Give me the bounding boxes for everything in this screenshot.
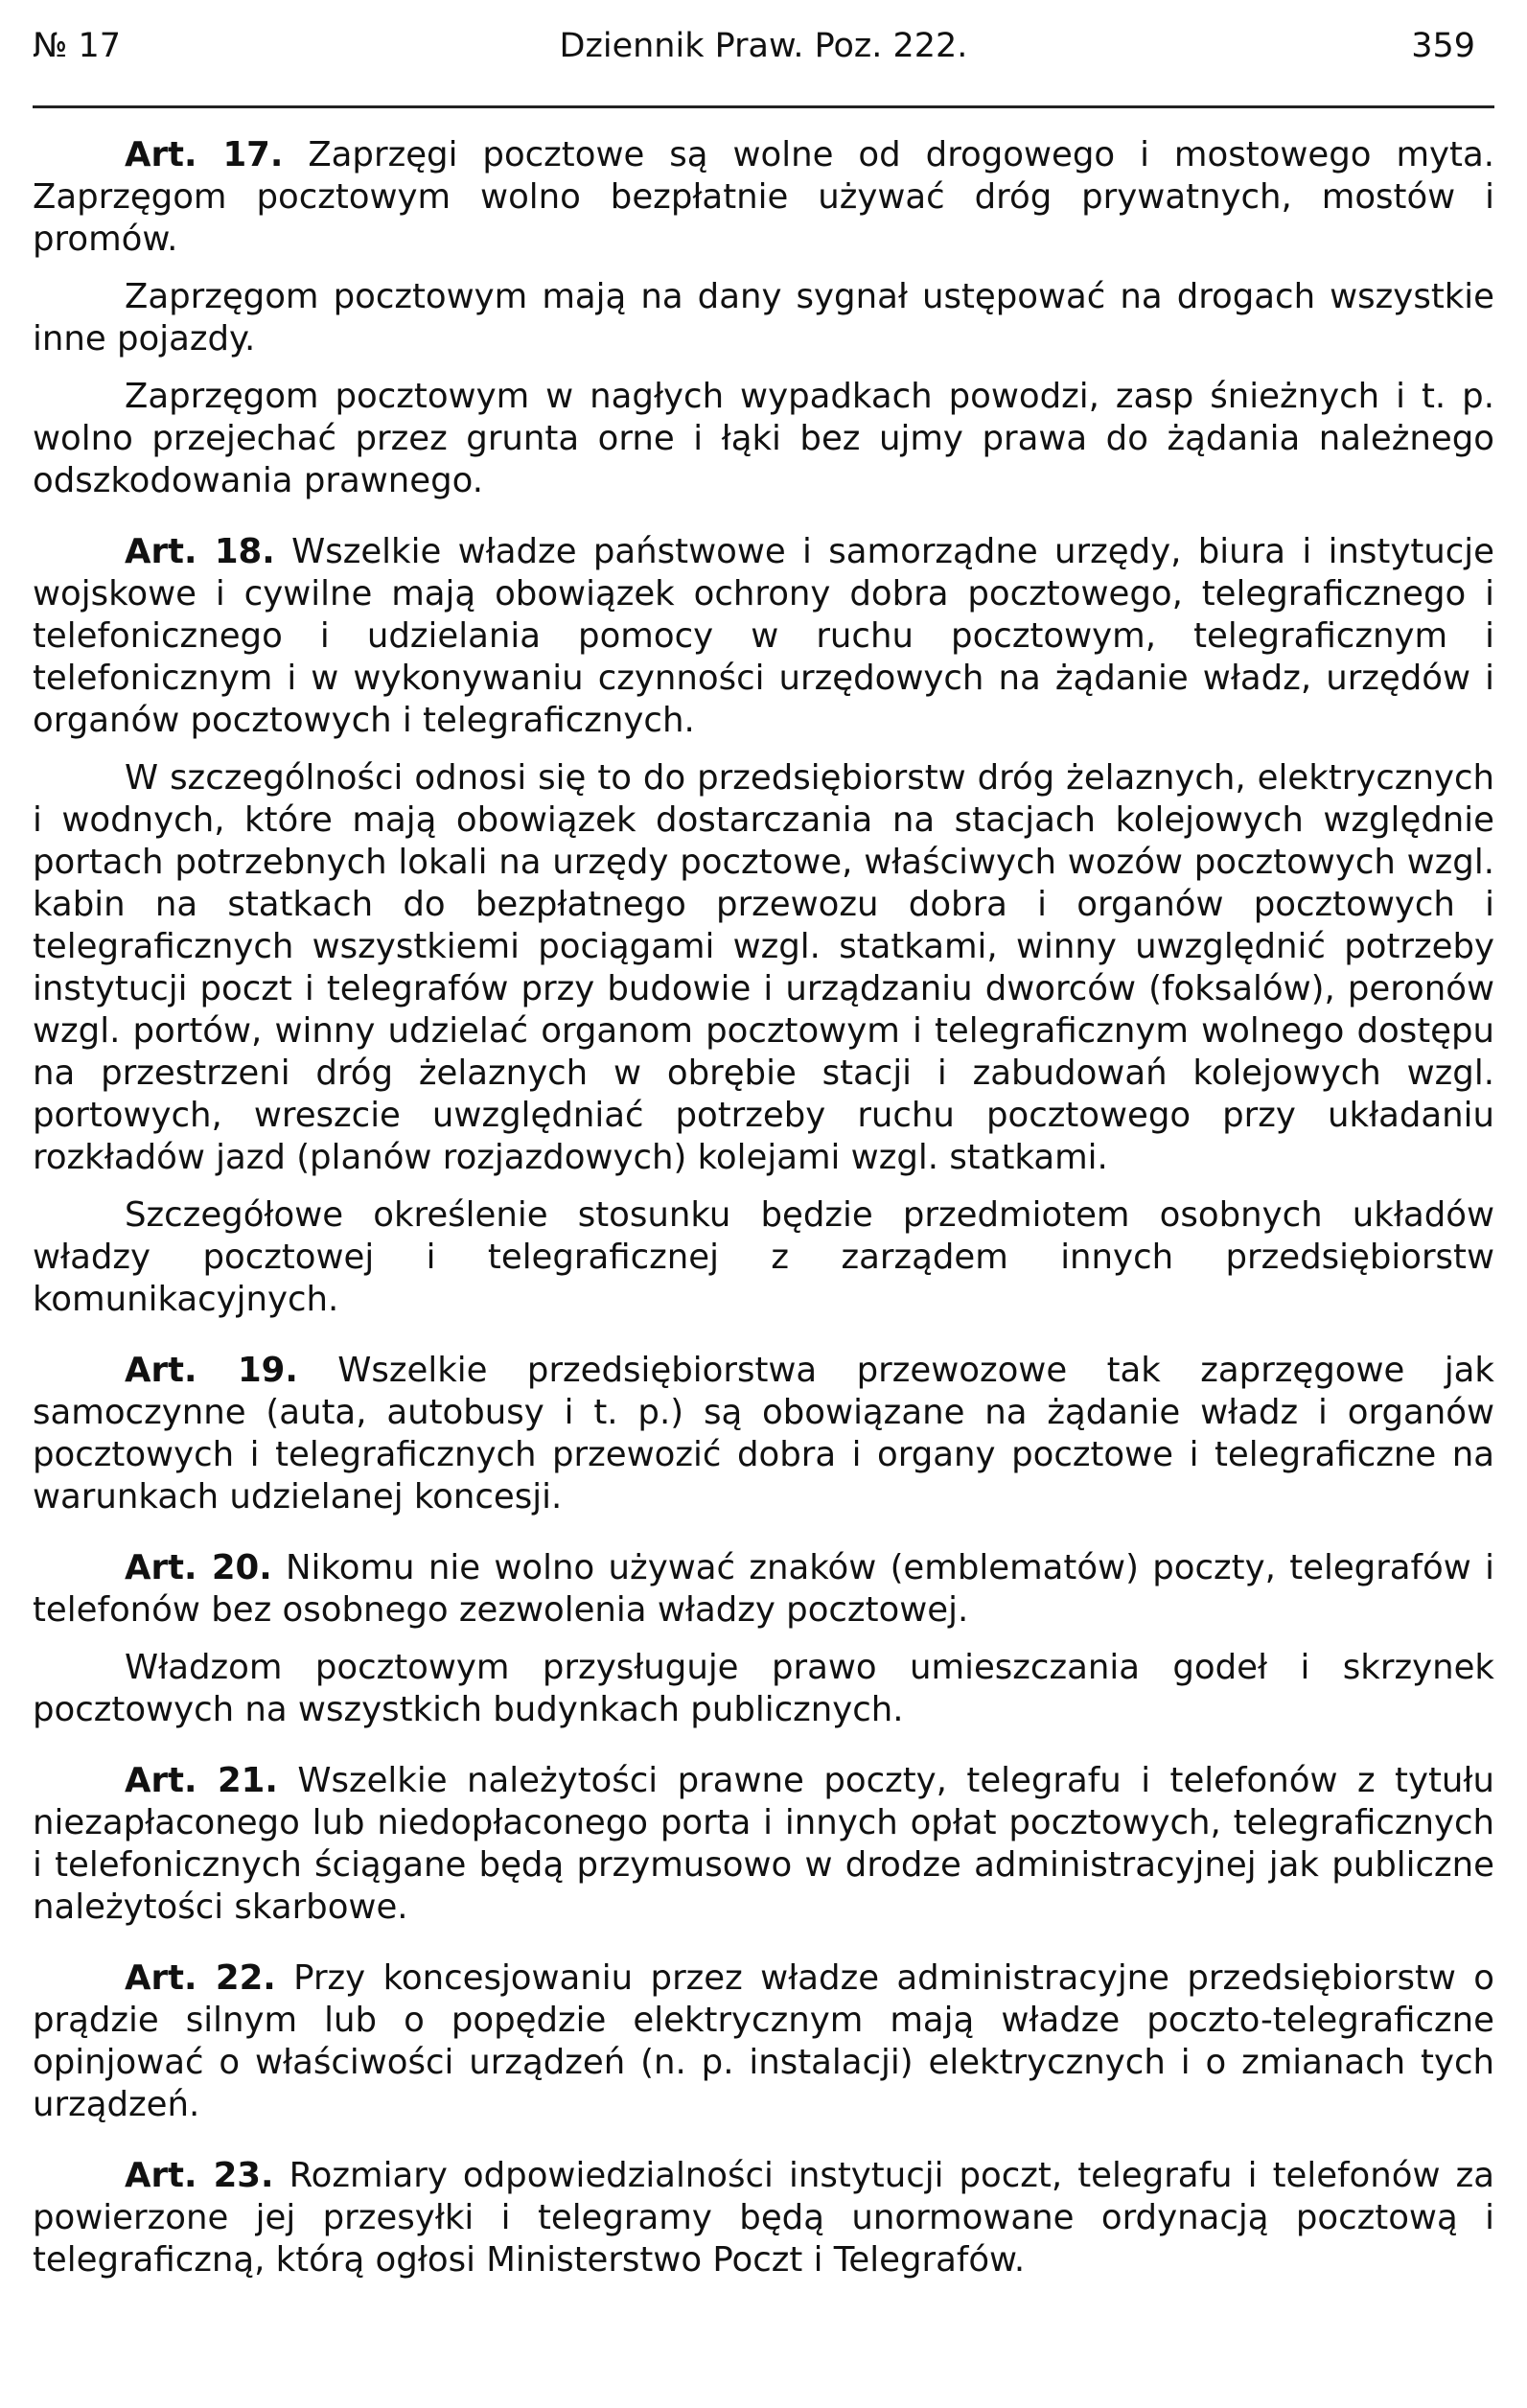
article-22	[33, 1957, 1494, 2126]
issue-number: № 17	[33, 27, 122, 65]
article-19	[33, 1350, 1494, 1518]
page-number: 359	[1411, 27, 1475, 65]
paragraph	[33, 376, 1494, 502]
paragraph-text: W szczególności odnosi się to do przedsiębiorstw dróg żelaznych, elektrycznych i wodnych, które mają obowiązek dostarczania na stacjach kolejowych względnie portach potrzebnych lokali na urzędy pocztowe, właściwych wozów pocztowych wzgl. kabin na statkach do bezpłatnego przewozu dobra i organów pocztowych i telegraficznych wszystkiemi pociągami wzgl. statkami, winny uwzględnić potrzeby instytucji poczt i telegrafów przy budowie i urządzaniu dworców (foksalów), peronów wzgl. portów, winny udzielać organom pocztowym i telegraficznym wolnego dostępu na przestrzeni dróg żelaznych w obrębie stacji i zabudowań kolejowych wzgl. portowych, wreszcie uwzględniać potrzeby ruchu pocztowego przy układaniu rozkładów jazd (planów rozjazdowych) kolejami wzgl. statkami.	[33, 758, 1494, 1177]
document-body	[33, 134, 1494, 2281]
article-label: Art. 23.	[125, 2156, 274, 2195]
paragraph	[33, 276, 1494, 360]
paragraph	[33, 1194, 1494, 1321]
paragraph	[33, 1760, 1494, 1929]
paragraph-text: Wszelkie przedsiębiorstwa przewozowe tak zaprzęgowe jak samoczynne (auta, autobusy i t. p.) są obowiązane na żądanie władz i organów pocztowych i telegraficznych przewozić dobra i organy pocztowe i telegraficzne na warunkach udzielanej koncesji.	[33, 1351, 1494, 1517]
paragraph-text: Nikomu nie wolno używać znaków (emblematów) poczty, telegrafów i telefonów bez osobnego zezwolenia władzy pocztowej.	[33, 1548, 1494, 1630]
article-label: Art. 20.	[125, 1548, 272, 1587]
article-label: Art. 17.	[125, 135, 284, 174]
paragraph	[33, 1957, 1494, 2126]
paragraph	[33, 2155, 1494, 2281]
journal-title: Dziennik Praw. Poz. 222.	[559, 27, 968, 65]
article-17	[33, 134, 1494, 502]
paragraph-text: Zaprzęgom pocztowym mają na dany sygnał ustępować na drogach wszystkie inne pojazdy.	[33, 277, 1494, 359]
paragraph-text: Szczegółowe określenie stosunku będzie przedmiotem osobnych układów władzy pocztowej i telegraficznej z zarządem innych przedsiębiorstw komunikacyjnych.	[33, 1195, 1494, 1319]
paragraph-text: Rozmiary odpowiedzialności instytucji poczt, telegrafu i telefonów za powierzone jej przesyłki i telegramy będą unormowane ordynacją pocztową i telegraficzną, którą ogłosi Ministerstwo Poczt i Telegrafów.	[33, 2156, 1495, 2280]
page-header	[33, 27, 1494, 75]
article-label: Art. 21.	[125, 1761, 278, 1800]
paragraph	[33, 1350, 1494, 1518]
article-label: Art. 18.	[125, 532, 275, 571]
article-label: Art. 22.	[125, 1958, 276, 1998]
paragraph-text: Wszelkie władze państwowe i samorządne urzędy, biura i instytucje wojskowe i cywilne mają obowiązek ochrony dobra pocztowego, telegraficznego i telefonicznego i udzielania pomocy w ruchu pocztowym, telegraficznym i telefonicznym i w wykonywaniu czynności urzędowych na żądanie władz, urzędów i organów pocztowych i telegraficznych.	[33, 532, 1494, 740]
article-18	[33, 531, 1494, 1321]
paragraph-text: Zaprzęgi pocztowe są wolne od drogowego i mostowego myta. Zaprzęgom pocztowym wolno bezpłatnie używać dróg prywatnych, mostów i promów.	[33, 135, 1494, 259]
paragraph	[33, 1547, 1494, 1632]
article-label: Art. 19.	[125, 1351, 298, 1390]
paragraph	[33, 1647, 1494, 1731]
article-23	[33, 2155, 1494, 2281]
article-20	[33, 1547, 1494, 1731]
paragraph-text: Władzom pocztowym przysługuje prawo umieszczania godeł i skrzynek pocztowych na wszystkich budynkach publicznych.	[33, 1648, 1494, 1729]
paragraph-text: Przy koncesjowaniu przez władze administracyjne przedsiębiorstw o prądzie silnym lub o popędzie elektrycznym mają władze poczto-telegraficzne opinjować o właściwości urządzeń (n. p. instalacji) elektrycznych i o zmianach tych urządzeń.	[33, 1958, 1494, 2124]
document-page	[33, 0, 1494, 2408]
paragraph	[33, 134, 1494, 261]
article-21	[33, 1760, 1494, 1929]
paragraph-text: Wszelkie należytości prawne poczty, telegrafu i telefonów z tytułu niezapłaconego lub niedopłaconego porta i innych opłat pocztowych, telegraficznych i telefonicznych ściągane będą przymusowo w drodze administracyjnej jak publiczne należytości skarbowe.	[33, 1761, 1494, 1927]
paragraph-text: Zaprzęgom pocztowym w nagłych wypadkach powodzi, zasp śnieżnych i t. p. wolno przejechać przez grunta orne i łąki bez ujmy prawa do żądania należnego odszkodowania prawnego.	[33, 377, 1494, 500]
paragraph	[33, 531, 1494, 742]
header-rule	[33, 105, 1494, 108]
paragraph	[33, 757, 1494, 1179]
